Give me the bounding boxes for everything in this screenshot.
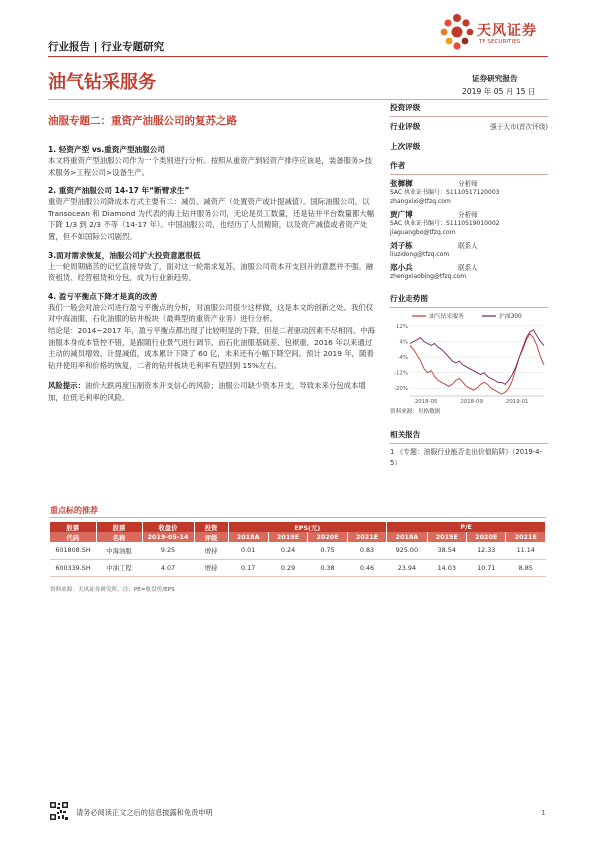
author-name: 张樨樨 [390,178,413,188]
sidebar [390,101,548,469]
author-cert: SAC 执业证书编号：S1110519010002 [390,220,500,227]
risk-text: 油价大跌再度压制资本开支信心的风险；油服公司缺少资本开支，导致未来分包成本增加，拉低毛利率的风险。 [48,381,366,402]
table-title-rule [50,517,546,518]
th-year: 2018A [228,532,268,542]
author-cert: SAC 执业证书编号：S1110517120003 [390,189,500,196]
industry-rating-label: 行业评级 [390,121,421,131]
author-email[interactable]: liuzidong@tfzq.com [390,251,450,258]
cell-pe: 12.33 [467,542,506,559]
table-source: 资料来源：天风证券研究所，注：PE=收盘价/EPS [50,587,175,593]
cell-pe: 38.54 [427,542,466,559]
risk-notice [48,380,378,403]
x-tick-label: 2018-09 [460,399,483,405]
th-year: 2020E [467,532,506,542]
table-subheader-row [50,532,546,542]
x-tick-label: 2019-01 [505,399,529,405]
author-card [390,240,548,259]
cell-pe: 925.00 [387,542,427,559]
cell-pe: 14.03 [427,559,466,576]
author-name: 郑小兵 [390,262,413,272]
recommendation-table [50,522,546,577]
section-2 [48,185,378,242]
brand-name-cn: 天风证券 [477,23,537,39]
th-code: 代码 [50,532,96,542]
author-email[interactable]: zhengxiaobing@tfzq.com [390,273,467,280]
th-rating: 投资 [194,522,228,532]
cell-name: 中海油服 [96,542,142,559]
cell-eps: 0.29 [268,559,307,576]
th-year: 2020E [308,532,347,542]
th-stock-name: 股票 [96,522,142,532]
brand-logo [440,14,550,54]
y-tick-label: -20% [394,386,408,393]
section-heading: 4. 盈亏平衡点下降才是真的改善 [48,291,158,301]
author-name: 贾广博 [390,209,413,219]
author-email[interactable]: jiaguangbo@tfzq.com [390,229,456,236]
table-header-row [50,522,546,532]
cell-name: 中油工程 [96,559,142,576]
main-body [48,144,378,404]
section-heading: 2. 重资产油服公司 14-17 年“断臂求生” [48,186,190,196]
author-role: 联系人 [458,242,478,250]
th-year: 2021E [506,532,546,542]
cell-pe: 8.85 [506,559,546,576]
header-rule [48,56,548,57]
related-title: 相关报告 [390,430,421,439]
author-role: 分析师 [458,180,478,188]
section-1 [48,144,378,178]
th-year: 2018A [387,532,427,542]
breadcrumb: 行业报告 | 行业专题研究 [48,41,165,53]
last-rating-label: 上次评级 [390,142,421,151]
cell-code: 601808.SH [50,542,96,559]
y-tick-label: -4% [397,355,408,362]
section-4 [48,291,378,372]
trend-chart [390,310,548,406]
section-paragraph: 上一轮周期痛苦的记忆直接导致了，面对这一轮需求复苏，油服公司资本开支回升的意愿并不强。融资租赁、经营租赁和分包，成为行业新趋势。 [48,261,374,283]
author-role: 分析师 [458,211,478,219]
th-rating-sub: 评级 [194,532,228,542]
cell-code: 600339.SH [50,559,96,576]
cell-eps: 0.83 [347,542,386,559]
fan-logo-icon [440,14,474,50]
cell-eps: 0.46 [347,559,386,576]
cell-pe: 10.71 [467,559,506,576]
cell-pe: 23.94 [387,559,427,576]
y-tick-label: 12% [396,324,408,330]
report-subtitle: 油服专题二：重资产油服公司的复苏之路 [48,115,237,127]
th-pe: P/E [387,522,546,532]
cell-eps: 0.38 [308,559,347,576]
footer-disclaimer: 请务必阅读正文之后的信息披露和免责申明 [76,808,213,817]
section-paragraph: 结论是：2014~2017 年，盈亏平衡点都出现了比较明显的下降，但是二者驱动因素不尽相同。中海油服本身成本管控不错，是跟随行业景气进行调节。而石化油服基础差、包袱重，2016 年以来通过主动的减员增效、计提减值，成本累计下降了 60 亿，未来还有小幅下降空间。预计 2019 年，随着钻井使用率和价格的恢复，二者的钻井板块毛利率有望回到 15%左右。 [48,325,376,370]
legend-label: 沪深300 [499,314,522,320]
doc-type: 证券研究报告 [472,74,518,83]
section-3 [48,250,378,284]
industry-title: 油气钻采服务 [48,72,156,93]
cell-eps: 0.01 [228,542,268,559]
section-paragraph: 重资产型油服公司降成本方式主要有二：减员、减资产（处置资产或计提减值）。国际油服公司，以 Transocean 和 Diamond 为代表的海上钻井服务公司，无论是员工数量，还是钻井平台数量都大幅下降 1/3 到 2/3 不等（14-17 年）。中国油服公司，也经历了人员精简，以及资产减值或者资产处置，但不如国际公司剧烈。 [48,197,375,241]
industry-rating-value: 强于大市(首次评级) [490,123,548,131]
rating-title: 投资评级 [390,103,421,112]
trend-title: 行业走势图 [390,294,428,303]
section-heading: 1. 轻资产型 vs.重资产型油服公司 [48,145,165,154]
risk-label: 风险提示： [48,381,85,391]
cell-eps: 0.17 [228,559,268,576]
page-number: 1 [541,808,546,817]
y-tick-label: -12% [394,370,408,377]
author-role: 联系人 [458,264,478,272]
author-email[interactable]: zhangxixi@tfzq.com [390,198,451,205]
th-stock-code: 股票 [50,522,96,532]
cell-pe: 11.14 [506,542,546,559]
table-row [50,542,546,559]
qr-code-icon [50,802,68,820]
series-line [410,334,544,394]
th-name: 名称 [96,532,142,542]
author-name: 刘子栋 [390,240,413,250]
author-card [390,178,548,206]
author-card [390,262,548,281]
cell-price: 4.07 [142,559,194,576]
th-year: 2019E [268,532,307,542]
th-year: 2019E [427,532,466,542]
author-card [390,209,548,237]
th-year: 2021E [347,532,386,542]
related-report-link[interactable]: 1 《专题：油服行业能否走出价值陷阱》（2019-4-5） [390,448,542,467]
th-date: 2019-05-14 [142,532,194,542]
cell-price: 9.25 [142,542,194,559]
th-close-price: 收盘价 [142,522,194,532]
chart-source: 资料来源：贝格数据 [390,409,441,415]
section-paragraph: 本文将重资产型油服公司作为一个类别进行分析。按照从重资产到轻资产排序应该是，装备服务>技术服务>工程公司>设备生产。 [48,156,372,177]
cell-eps: 0.24 [268,542,307,559]
brand-name-en: TF SECURITIES [479,39,521,45]
table-row [50,559,546,576]
table-title: 重点标的推荐 [50,506,98,515]
qr-code [50,802,68,820]
trend-chart-svg [390,310,548,406]
cell-eps: 0.75 [308,542,347,559]
cell-rating: 增持 [194,559,228,576]
cell-rating: 增持 [194,542,228,559]
y-tick-label: 4% [399,339,408,346]
th-eps: EPS(元) [228,522,387,532]
x-tick-label: 2018-05 [414,399,438,405]
legend-label: 油气钻采服务 [429,314,464,320]
section-heading: 3.面对需求恢复，油服公司扩大投资意愿很低 [48,250,201,260]
title-rule [48,99,548,100]
report-date: 2019 年 05 月 15 日 [462,87,536,96]
authors-title: 作者 [390,161,406,170]
section-paragraph: 我们一般会对油公司进行盈亏平衡点的分析，对油服公司很少这样做，这是本文的创新之处。我们仅对中海油服、石化油服的钻井板块（最典型的重资产业务）进行分析。 [48,302,374,324]
